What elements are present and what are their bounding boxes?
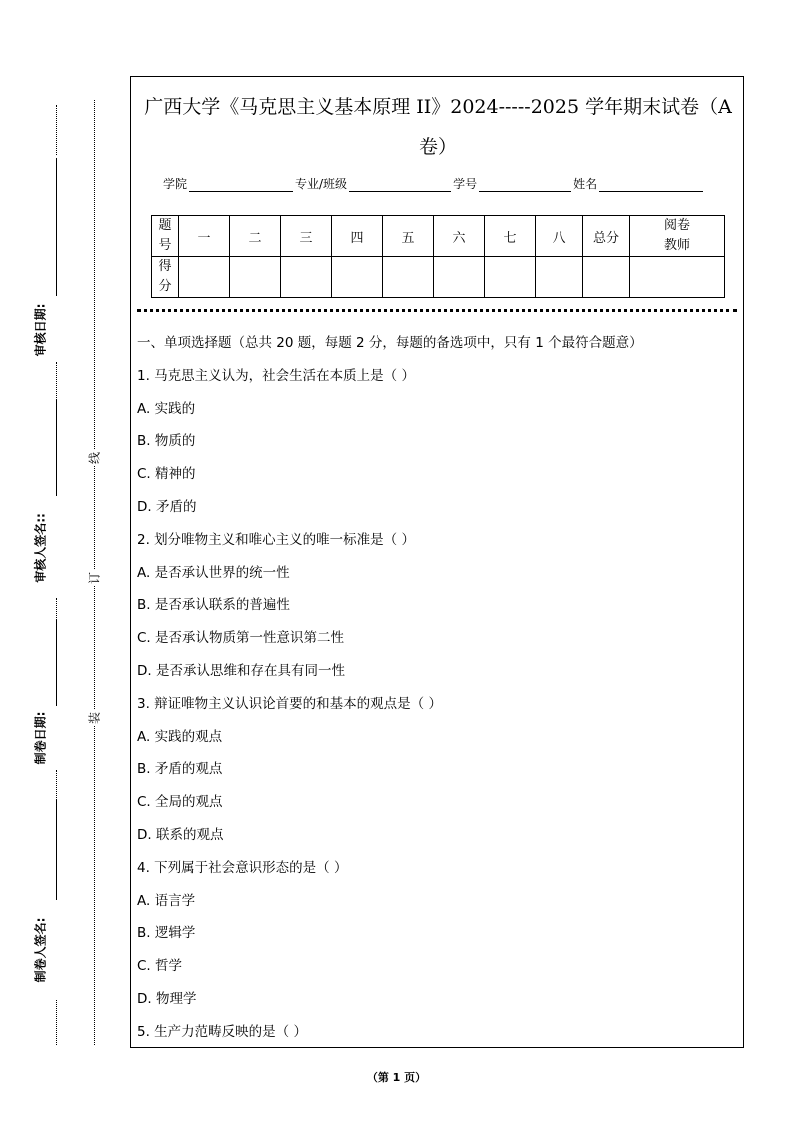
- student-id-label: 学号: [453, 177, 478, 191]
- score-cell[interactable]: [230, 257, 281, 298]
- score-cell[interactable]: [485, 257, 536, 298]
- option-item: D. 物理学: [137, 990, 197, 1007]
- option-item: C. 哲学: [137, 958, 183, 975]
- signature-dotted-line: [56, 770, 57, 800]
- signature-dotted-line: [56, 105, 57, 155]
- col-header-4: 四: [332, 216, 383, 257]
- student-id-field[interactable]: [479, 179, 571, 192]
- signature-dotted-line: [56, 1000, 57, 1045]
- name-label: 姓名: [573, 177, 598, 191]
- option-item: B. 物质的: [137, 433, 196, 450]
- option-item: B. 逻辑学: [137, 925, 196, 942]
- row-header-question-no: 题 号: [152, 216, 179, 257]
- bind-mark-line: 线: [87, 451, 102, 465]
- option-item: D. 联系的观点: [137, 826, 224, 843]
- col-header-7: 七: [485, 216, 536, 257]
- review-date-label: 审核日期:: [33, 303, 48, 357]
- review-date-line: [56, 158, 57, 296]
- score-cell[interactable]: [383, 257, 434, 298]
- signature-dotted-line: [56, 598, 57, 620]
- col-header-6: 六: [434, 216, 485, 257]
- question-stem: 5. 生产力范畴反映的是（ ）: [137, 1023, 307, 1040]
- reviewer-sign-label: 审核人签名::: [33, 513, 48, 583]
- dotted-separator: [137, 309, 737, 312]
- college-label: 学院: [163, 177, 188, 191]
- maker-sign-label: 制卷人签名:: [33, 917, 48, 983]
- maker-sign-line: [56, 800, 57, 900]
- option-item: C. 是否承认物质第一性意识第二性: [137, 630, 345, 647]
- option-item: B. 是否承认联系的普遍性: [137, 597, 290, 614]
- col-header-grader: 阅卷 教师: [630, 216, 725, 257]
- make-date-line: [56, 620, 57, 706]
- question-stem: 4. 下列属于社会意识形态的是（ ）: [137, 859, 348, 876]
- col-header-2: 二: [230, 216, 281, 257]
- col-header-8: 八: [536, 216, 583, 257]
- score-cell[interactable]: [332, 257, 383, 298]
- option-item: B. 矛盾的观点: [137, 761, 223, 778]
- exam-paper: [130, 76, 744, 1048]
- option-item: A. 是否承认世界的统一性: [137, 564, 290, 581]
- question-stem: 2. 划分唯物主义和唯心主义的唯一标准是（ ）: [137, 531, 415, 548]
- grader-cell[interactable]: [630, 257, 725, 298]
- score-cell[interactable]: [434, 257, 485, 298]
- make-date-label: 制卷日期:: [33, 711, 48, 765]
- option-item: D. 矛盾的: [137, 498, 197, 515]
- section-heading: 一、单项选择题（总共 20 题，每题 2 分，每题的备选项中，只有 1 个最符合题意）: [137, 335, 643, 351]
- option-item: A. 实践的: [137, 400, 196, 417]
- option-item: D. 是否承认思维和存在具有同一性: [137, 662, 345, 679]
- score-table: [151, 215, 725, 298]
- exam-title: 广西大学《马克思主义基本原理 II》2024-----2025 学年期末试卷（A 卷）: [144, 96, 732, 158]
- score-table-header-row: [152, 216, 725, 257]
- col-header-1: 一: [179, 216, 230, 257]
- option-item: A. 语言学: [137, 892, 196, 909]
- major-class-label: 专业/班级: [295, 177, 348, 191]
- page-number: （第 1 页）: [366, 1071, 427, 1084]
- col-header-5: 五: [383, 216, 434, 257]
- option-item: C. 全局的观点: [137, 794, 223, 811]
- score-cell[interactable]: [536, 257, 583, 298]
- signature-dotted-line: [56, 362, 57, 400]
- name-field[interactable]: [599, 179, 703, 192]
- student-info-row: [163, 175, 705, 192]
- bind-mark-staple: 订: [87, 571, 102, 585]
- score-cell[interactable]: [281, 257, 332, 298]
- option-item: A. 实践的观点: [137, 728, 223, 745]
- row-header-score: 得 分: [152, 257, 179, 298]
- question-stem: 1. 马克思主义认为，社会生活在本质上是（ ）: [137, 367, 415, 384]
- major-class-field[interactable]: [349, 179, 451, 192]
- score-cell[interactable]: [179, 257, 230, 298]
- col-header-total: 总分: [583, 216, 630, 257]
- col-header-3: 三: [281, 216, 332, 257]
- reviewer-sign-line: [56, 400, 57, 496]
- score-table-score-row: [152, 257, 725, 298]
- bind-mark-bind: 装: [87, 711, 102, 725]
- question-stem: 3. 辩证唯物主义认识论首要的和基本的观点是（ ）: [137, 695, 442, 712]
- option-item: C. 精神的: [137, 466, 196, 483]
- college-field[interactable]: [189, 179, 293, 192]
- score-cell-total[interactable]: [583, 257, 630, 298]
- question-content: [137, 327, 737, 1049]
